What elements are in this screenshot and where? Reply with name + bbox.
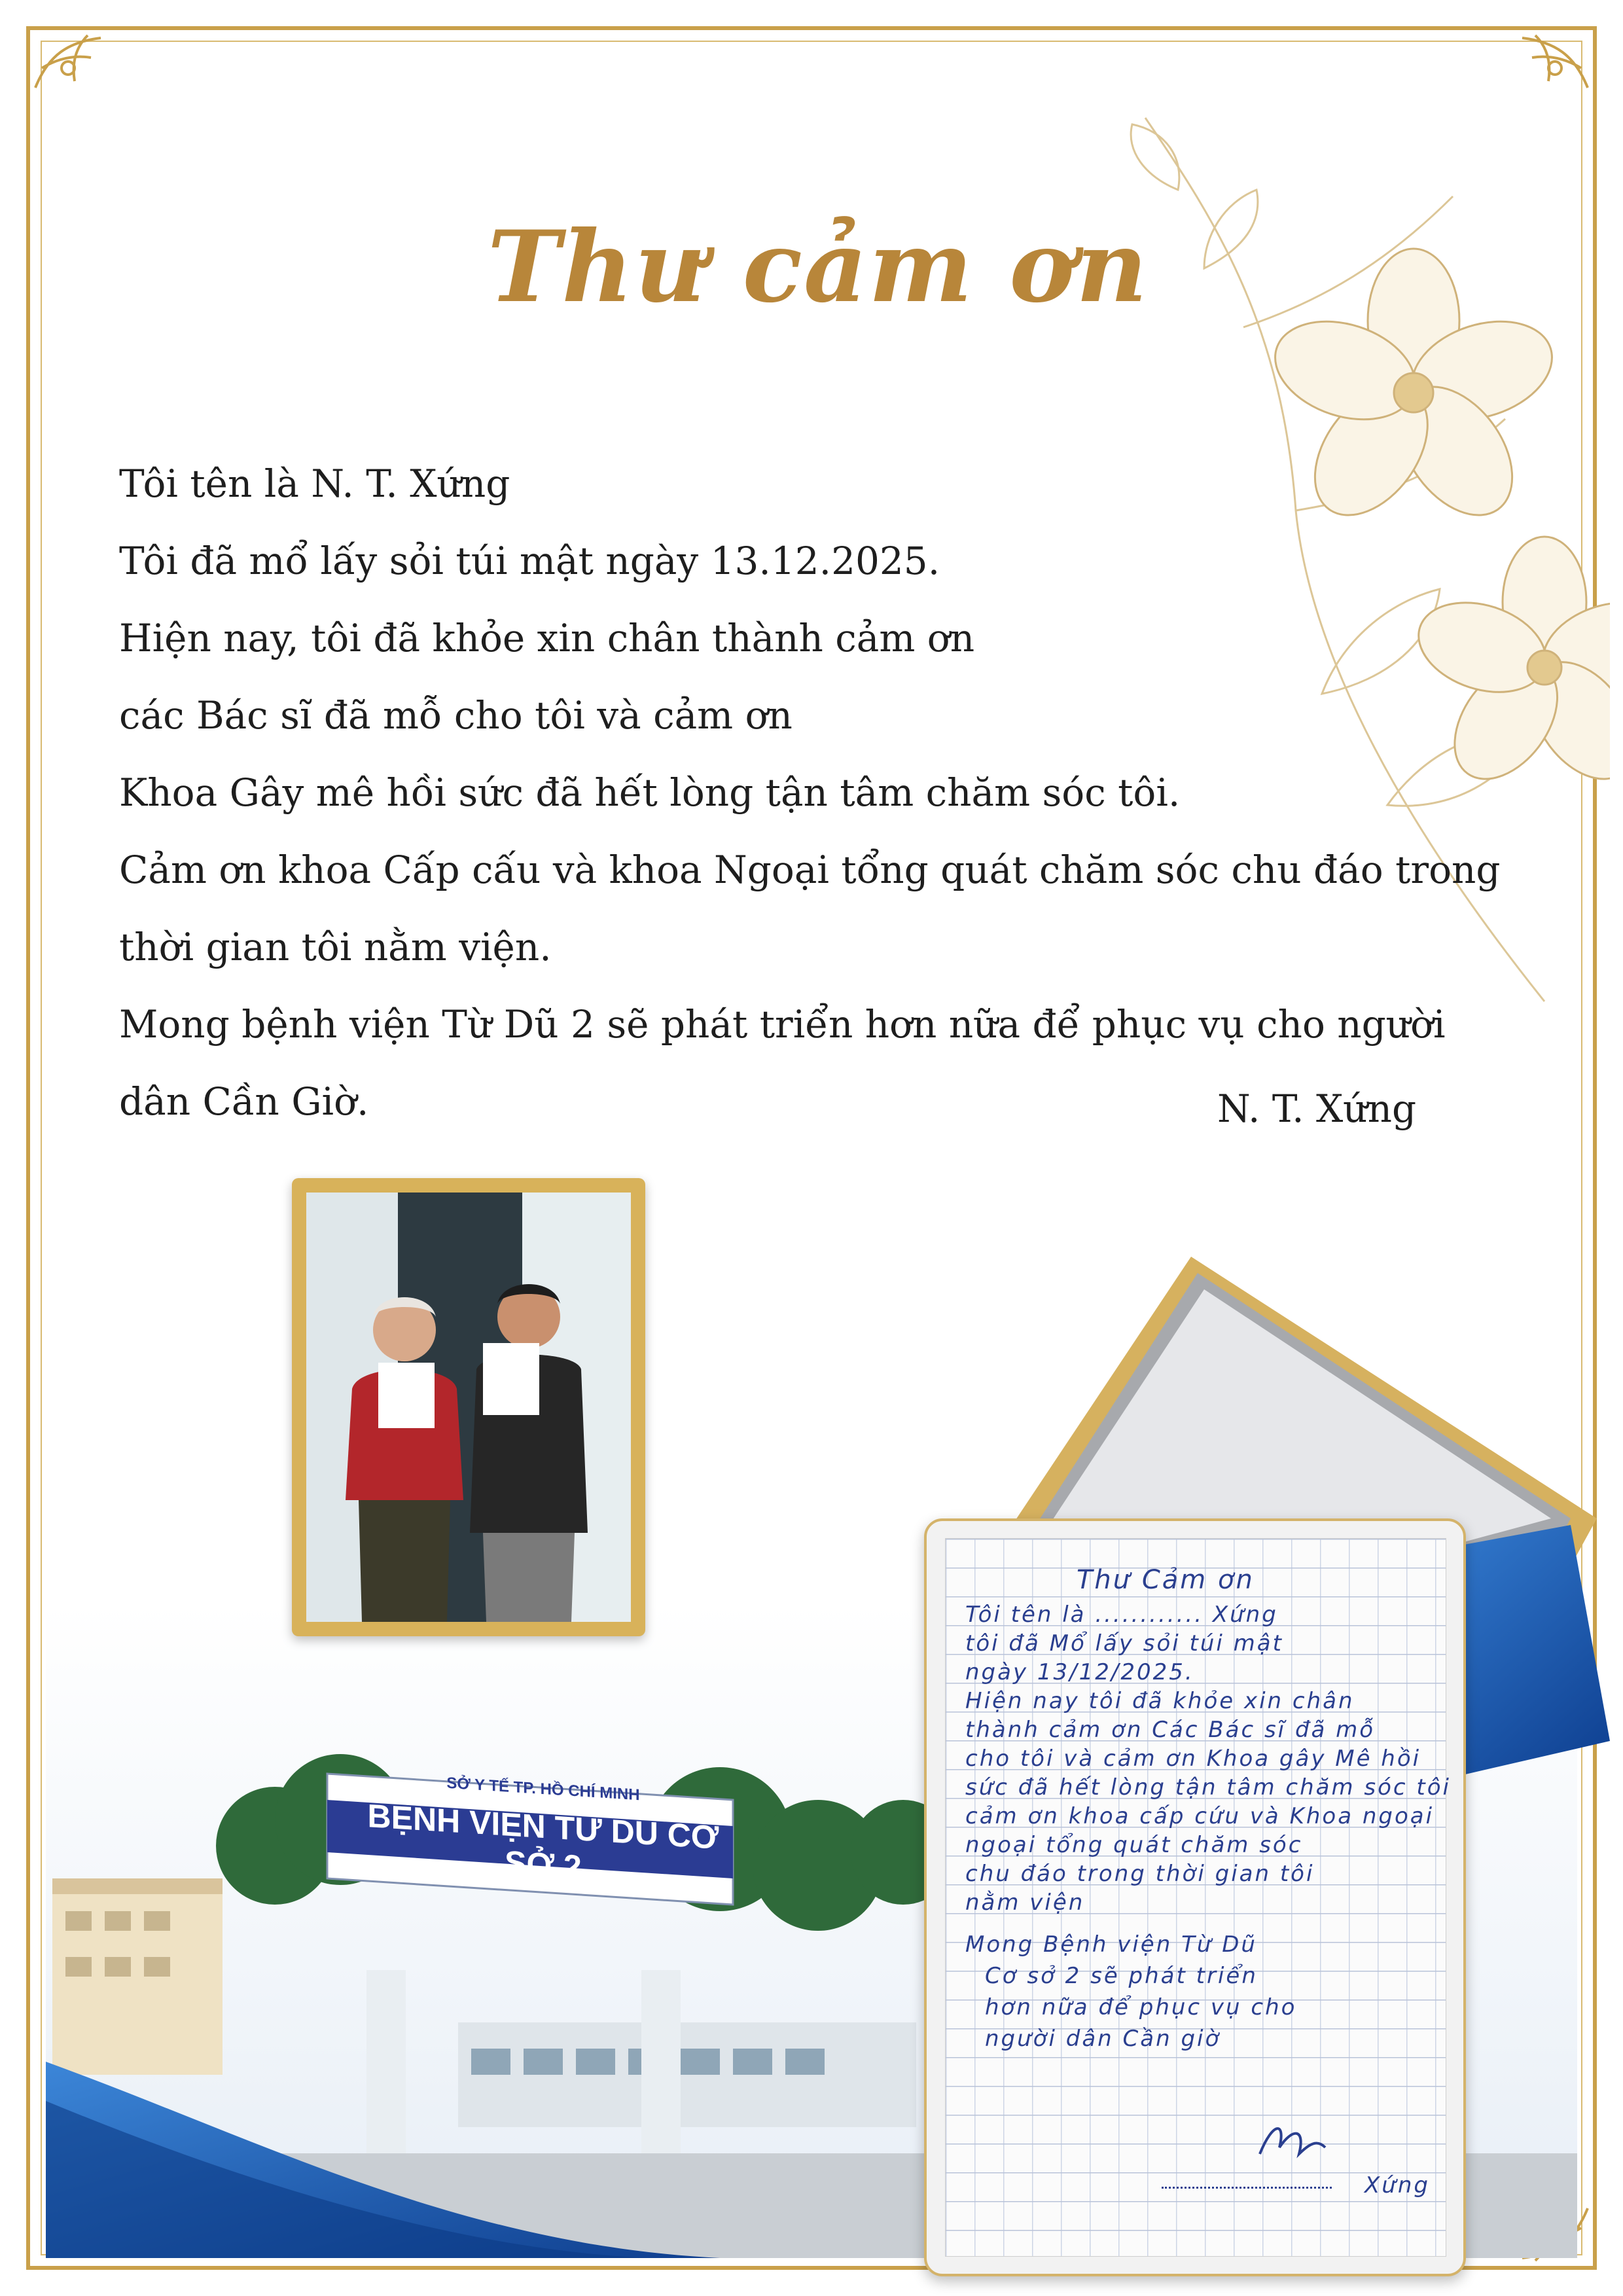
handwritten-line: cho tôi và cảm ơn Khoa gây Mê hồi bbox=[965, 1746, 1421, 1772]
notebook-paper bbox=[945, 1538, 1451, 2257]
handwritten-line: Hiện nay tôi đã khỏe xin chân bbox=[965, 1688, 1355, 1714]
letter-line: dân Cần Giờ. bbox=[119, 1079, 369, 1124]
letter-title: Thư cảm ơn bbox=[487, 209, 1149, 325]
patient-photo-frame bbox=[292, 1178, 645, 1636]
handwritten-line: chu đáo trong thời gian tôi bbox=[965, 1861, 1315, 1887]
letter-line: thời gian tôi nằm viện. bbox=[119, 925, 552, 969]
hospital-sign-subtitle: SỞ Y TẾ TP. HỒ CHÍ MINH bbox=[446, 1774, 640, 1804]
handwritten-line: Cơ sở 2 sẽ phát triển bbox=[985, 1963, 1258, 1989]
handwritten-line: Tôi tên là ............ Xứng bbox=[965, 1602, 1278, 1628]
handwritten-letter-photo bbox=[924, 1518, 1466, 2276]
handwritten-line: Mong Bệnh viện Từ Dũ bbox=[965, 1931, 1257, 1958]
signature-dotted-line bbox=[1162, 2187, 1332, 2189]
handwritten-line: sức đã hết lòng tận tâm chăm sóc tôi bbox=[965, 1774, 1451, 1801]
letter-line: Tôi đã mổ lấy sỏi túi mật ngày 13.12.2025. bbox=[119, 539, 940, 583]
letter-line: Cảm ơn khoa Cấp cấu và khoa Ngoại tổng quát chăm sóc chu đáo trong bbox=[119, 848, 1501, 892]
patient-photo bbox=[306, 1193, 631, 1622]
letter-line: Tôi tên là N. T. Xứng bbox=[119, 461, 510, 506]
handwritten-line: thành cảm ơn Các Bác sĩ đã mỗ bbox=[965, 1717, 1376, 1743]
handwritten-line: cảm ơn khoa cấp cứu và Khoa ngoại bbox=[965, 1803, 1435, 1829]
hospital-sign-title: BỆNH VIỆN TỪ DŨ CƠ SỞ 2 bbox=[367, 1797, 719, 1886]
handwritten-scribble-signature bbox=[1253, 2115, 1332, 2167]
handwritten-line: ngày 13/12/2025. bbox=[965, 1659, 1194, 1685]
corner-ornament-top-left bbox=[29, 29, 147, 147]
letter-line: Khoa Gây mê hồi sức đã hết lòng tận tâm chăm sóc tôi. bbox=[119, 770, 1181, 815]
handwritten-line: nằm viện bbox=[965, 1890, 1085, 1916]
handwritten-line: người dân Cần giờ bbox=[985, 2026, 1221, 2052]
handwritten-line: hơn nữa để phục vụ cho bbox=[985, 1994, 1297, 2020]
handwritten-line: ngoại tổng quát chăm sóc bbox=[965, 1832, 1303, 1858]
letter-line: Mong bệnh viện Từ Dũ 2 sẽ phát triển hơn nữa để phục vụ cho người bbox=[119, 1002, 1446, 1047]
letter-line: các Bác sĩ đã mỗ cho tôi và cảm ơn bbox=[119, 693, 793, 738]
letter-line: Hiện nay, tôi đã khỏe xin chân thành cảm ơn bbox=[119, 616, 975, 660]
letter-body bbox=[119, 445, 1501, 1140]
letter-signature: N. T. Xứng bbox=[1217, 1086, 1417, 1131]
handwritten-line: tôi đã Mổ lấy sỏi túi mật bbox=[965, 1630, 1283, 1657]
handwritten-title: Thư Cảm ơn bbox=[1077, 1565, 1255, 1595]
handwritten-signature: Xứng bbox=[1364, 2172, 1430, 2198]
